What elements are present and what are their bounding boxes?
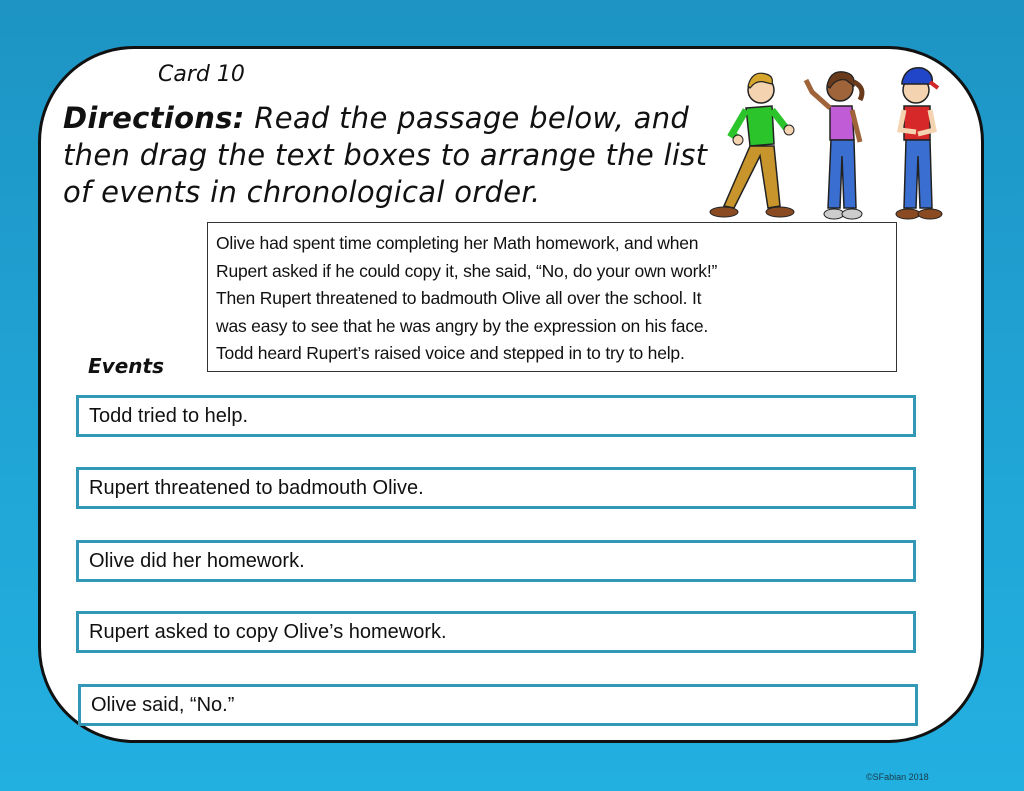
- directions-text: Read the passage below, and then drag the text boxes to arrange the list of events in chronological order.: [63, 101, 708, 209]
- copyright-notice: ©SFabian 2018: [866, 772, 929, 782]
- event-text-box[interactable]: [76, 467, 916, 509]
- passage-line: Todd heard Rupert’s raised voice and stepped in to try to help.: [216, 343, 685, 363]
- event-text: Olive did her homework.: [89, 549, 305, 572]
- event-text-box[interactable]: [76, 611, 916, 653]
- event-text: Todd tried to help.: [89, 404, 248, 427]
- boy-angry-icon: [896, 68, 942, 219]
- event-text-box[interactable]: [76, 540, 916, 582]
- girl-waving-icon: [806, 72, 862, 219]
- event-text-box[interactable]: [76, 395, 916, 437]
- card-title: Card 10: [158, 62, 245, 87]
- boy-walking-icon: [710, 73, 794, 217]
- directions-label: Directions:: [63, 101, 245, 135]
- event-text: Rupert threatened to badmouth Olive.: [89, 476, 424, 499]
- event-text: Olive said, “No.”: [91, 693, 235, 716]
- passage-line: Olive had spent time completing her Math homework, and when: [216, 233, 699, 253]
- directions: [63, 100, 723, 211]
- event-text: Rupert asked to copy Olive’s homework.: [89, 620, 447, 643]
- passage-line: was easy to see that he was angry by the expression on his face.: [216, 315, 709, 336]
- passage-line: Then Rupert threatened to badmouth Olive all over the school. It: [216, 288, 702, 308]
- event-text-box[interactable]: [78, 684, 918, 726]
- characters-illustration: [694, 60, 952, 222]
- events-heading: Events: [88, 354, 164, 378]
- reading-passage: [207, 222, 897, 372]
- passage-line: Rupert asked if he could copy it, she said, “No, do your own work!”: [216, 260, 718, 281]
